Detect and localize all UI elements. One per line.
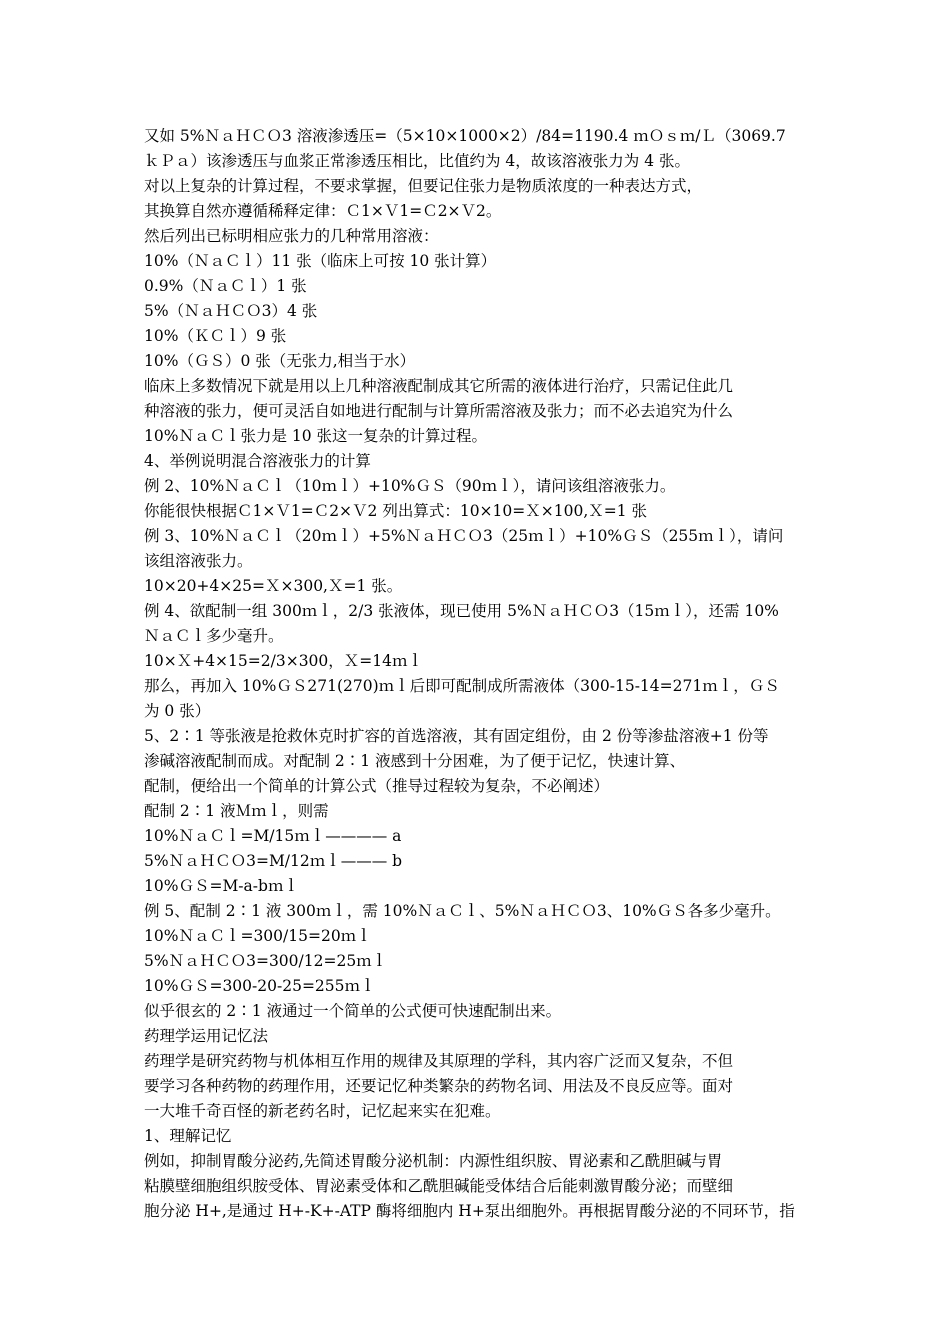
formula-line: 10%ＮａＣｌ=300/15=20ｍｌ: [144, 927, 372, 945]
text-line: 10×Ｘ+4×15=2/3×300，Ｘ=14ｍｌ: [144, 652, 423, 670]
text-line: 对以上复杂的计算过程，不要求掌握，但要记住张力是物质浓度的一种表达方式，: [144, 177, 703, 195]
text-line: 例 2、10%ＮａＣｌ（10ｍｌ）+10%ＧＳ（90ｍｌ），请问该组溶液张力。: [144, 477, 676, 495]
text-line: 胞分泌 H+,是通过 H+-K+-ATP 酶将细胞内 H+泵出细胞外。再根据胃酸分泌的不同环节，指: [144, 1202, 795, 1220]
formula-line: 5%ＮａＨＣＯ3=M/12ｍｌ——— b: [144, 852, 403, 870]
text-line: 10%ＮａＣｌ张力是 10 张这一复杂的计算过程。: [144, 427, 488, 445]
section-heading: 4、举例说明混合溶液张力的计算: [144, 452, 371, 470]
text-line: 一大堆千奇百怪的新老药名时，记忆起来实在犯难。: [144, 1102, 501, 1120]
text-line: 例 4、欲配制一组 300ｍｌ，2/3 张液体，现已使用 5%ＮａＨＣＯ3（15ｍｌ），还需 10%: [144, 602, 779, 620]
text-line: 0.9%（ＮａＣｌ）1 张: [144, 277, 307, 295]
text-line: 药理学是研究药物与机体相互作用的规律及其原理的学科，其内容广泛而又复杂，不但: [144, 1052, 734, 1070]
text-line: 10×20+4×25=Ｘ×300,Ｘ=1 张。: [144, 577, 403, 595]
text-line: 配制 2∶1 液Ｍｍｌ，则需: [144, 802, 329, 820]
text-line: 5%（ＮａＨＣＯ3）4 张: [144, 302, 318, 320]
formula-line: 10%ＮａＣｌ=M/15ｍｌ———— a: [144, 827, 402, 845]
text-line: 然后列出已标明相应张力的几种常用溶液：: [144, 227, 439, 245]
text-line: 10%（ＮａＣｌ）11 张（临床上可按 10 张计算）: [144, 252, 497, 270]
text-line: 10%（ＫＣｌ）9 张: [144, 327, 287, 345]
text-line: 例 5、配制 2∶1 液 300ｍｌ，需 10%ＮａＣｌ、5%ＮａＨＣＯ3、10%ＧＳ各多少毫升。: [144, 902, 781, 920]
text-line: 临床上多数情况下就是用以上几种溶液配制成其它所需的液体进行治疗，只需记住此几: [144, 377, 734, 395]
formula-line: 10%ＧＳ=300-20-25=255ｍｌ: [144, 977, 376, 995]
text-line: 粘膜壁细胞组织胺受体、胃泌素受体和乙酰胆碱能受体结合后能刺激胃酸分泌；而壁细: [144, 1177, 734, 1195]
text-line: 种溶液的张力，便可灵活自如地进行配制与计算所需溶液及张力；而不必去追究为什么: [144, 402, 734, 420]
text-line: 渗碱溶液配制而成。对配制 2∶1 液感到十分困难，为了便于记忆，快速计算、: [144, 752, 686, 770]
text-line: ＮａＣｌ多少毫升。: [144, 627, 284, 645]
section-heading: 5、2∶1 等张液是抢救休克时扩容的首选溶液，其有固定组份，由 2 份等渗盐溶液+1 份等: [144, 727, 769, 745]
text-line: 要学习各种药物的药理作用，还要记忆种类繁杂的药物名词、用法及不良反应等。面对: [144, 1077, 734, 1095]
text-line: 为 0 张）: [144, 702, 211, 720]
text-line: 又如 5%ＮａＨＣＯ3 溶液渗透压=（5×10×1000×2）/84=1190.4 ｍＯｓｍ/Ｌ（3069.7: [144, 127, 786, 145]
formula-line: 10%ＧＳ=M-a-bｍｌ: [144, 877, 299, 895]
section-heading: 1、理解记忆: [144, 1127, 232, 1145]
text-line: 那么，再加入 10%ＧＳ271(270)ｍｌ后即可配制成所需液体（300-15-14=271ｍｌ，ＧＳ: [144, 677, 780, 695]
text-line: 例 3、10%ＮａＣｌ（20ｍｌ）+5%ＮａＨＣＯ3（25ｍｌ）+10%ＧＳ（255ｍｌ），请问: [144, 527, 784, 545]
text-line: 似乎很玄的 2∶1 液通过一个简单的公式便可快速配制出来。: [144, 1002, 562, 1020]
section-heading: 药理学运用记忆法: [144, 1027, 269, 1045]
text-line: 其换算自然亦遵循稀释定律：Ｃ1×Ｖ1=Ｃ2×Ｖ2。: [144, 202, 502, 220]
text-line: 配制，便给出一个简单的计算公式（推导过程较为复杂，不必阐述）: [144, 777, 610, 795]
text-line: 10%（ＧＳ）0 张（无张力,相当于水）: [144, 352, 416, 370]
text-line: 你能很快根据Ｃ1×Ｖ1=Ｃ2×Ｖ2 列出算式：10×10=Ｘ×100,Ｘ=1 张: [144, 502, 648, 520]
text-line: 该组溶液张力。: [144, 552, 253, 570]
document-body: [144, 124, 824, 1224]
text-line: 例如，抑制胃酸分泌药,先简述胃酸分泌机制：内源性组织胺、胃泌素和乙酰胆碱与胃: [144, 1152, 723, 1170]
text-line: ｋＰａ）该渗透压与血浆正常渗透压相比，比值约为 4，故该溶液张力为 4 张。: [144, 152, 691, 170]
formula-line: 5%ＮａＨＣＯ3=300/12=25ｍｌ: [144, 952, 388, 970]
